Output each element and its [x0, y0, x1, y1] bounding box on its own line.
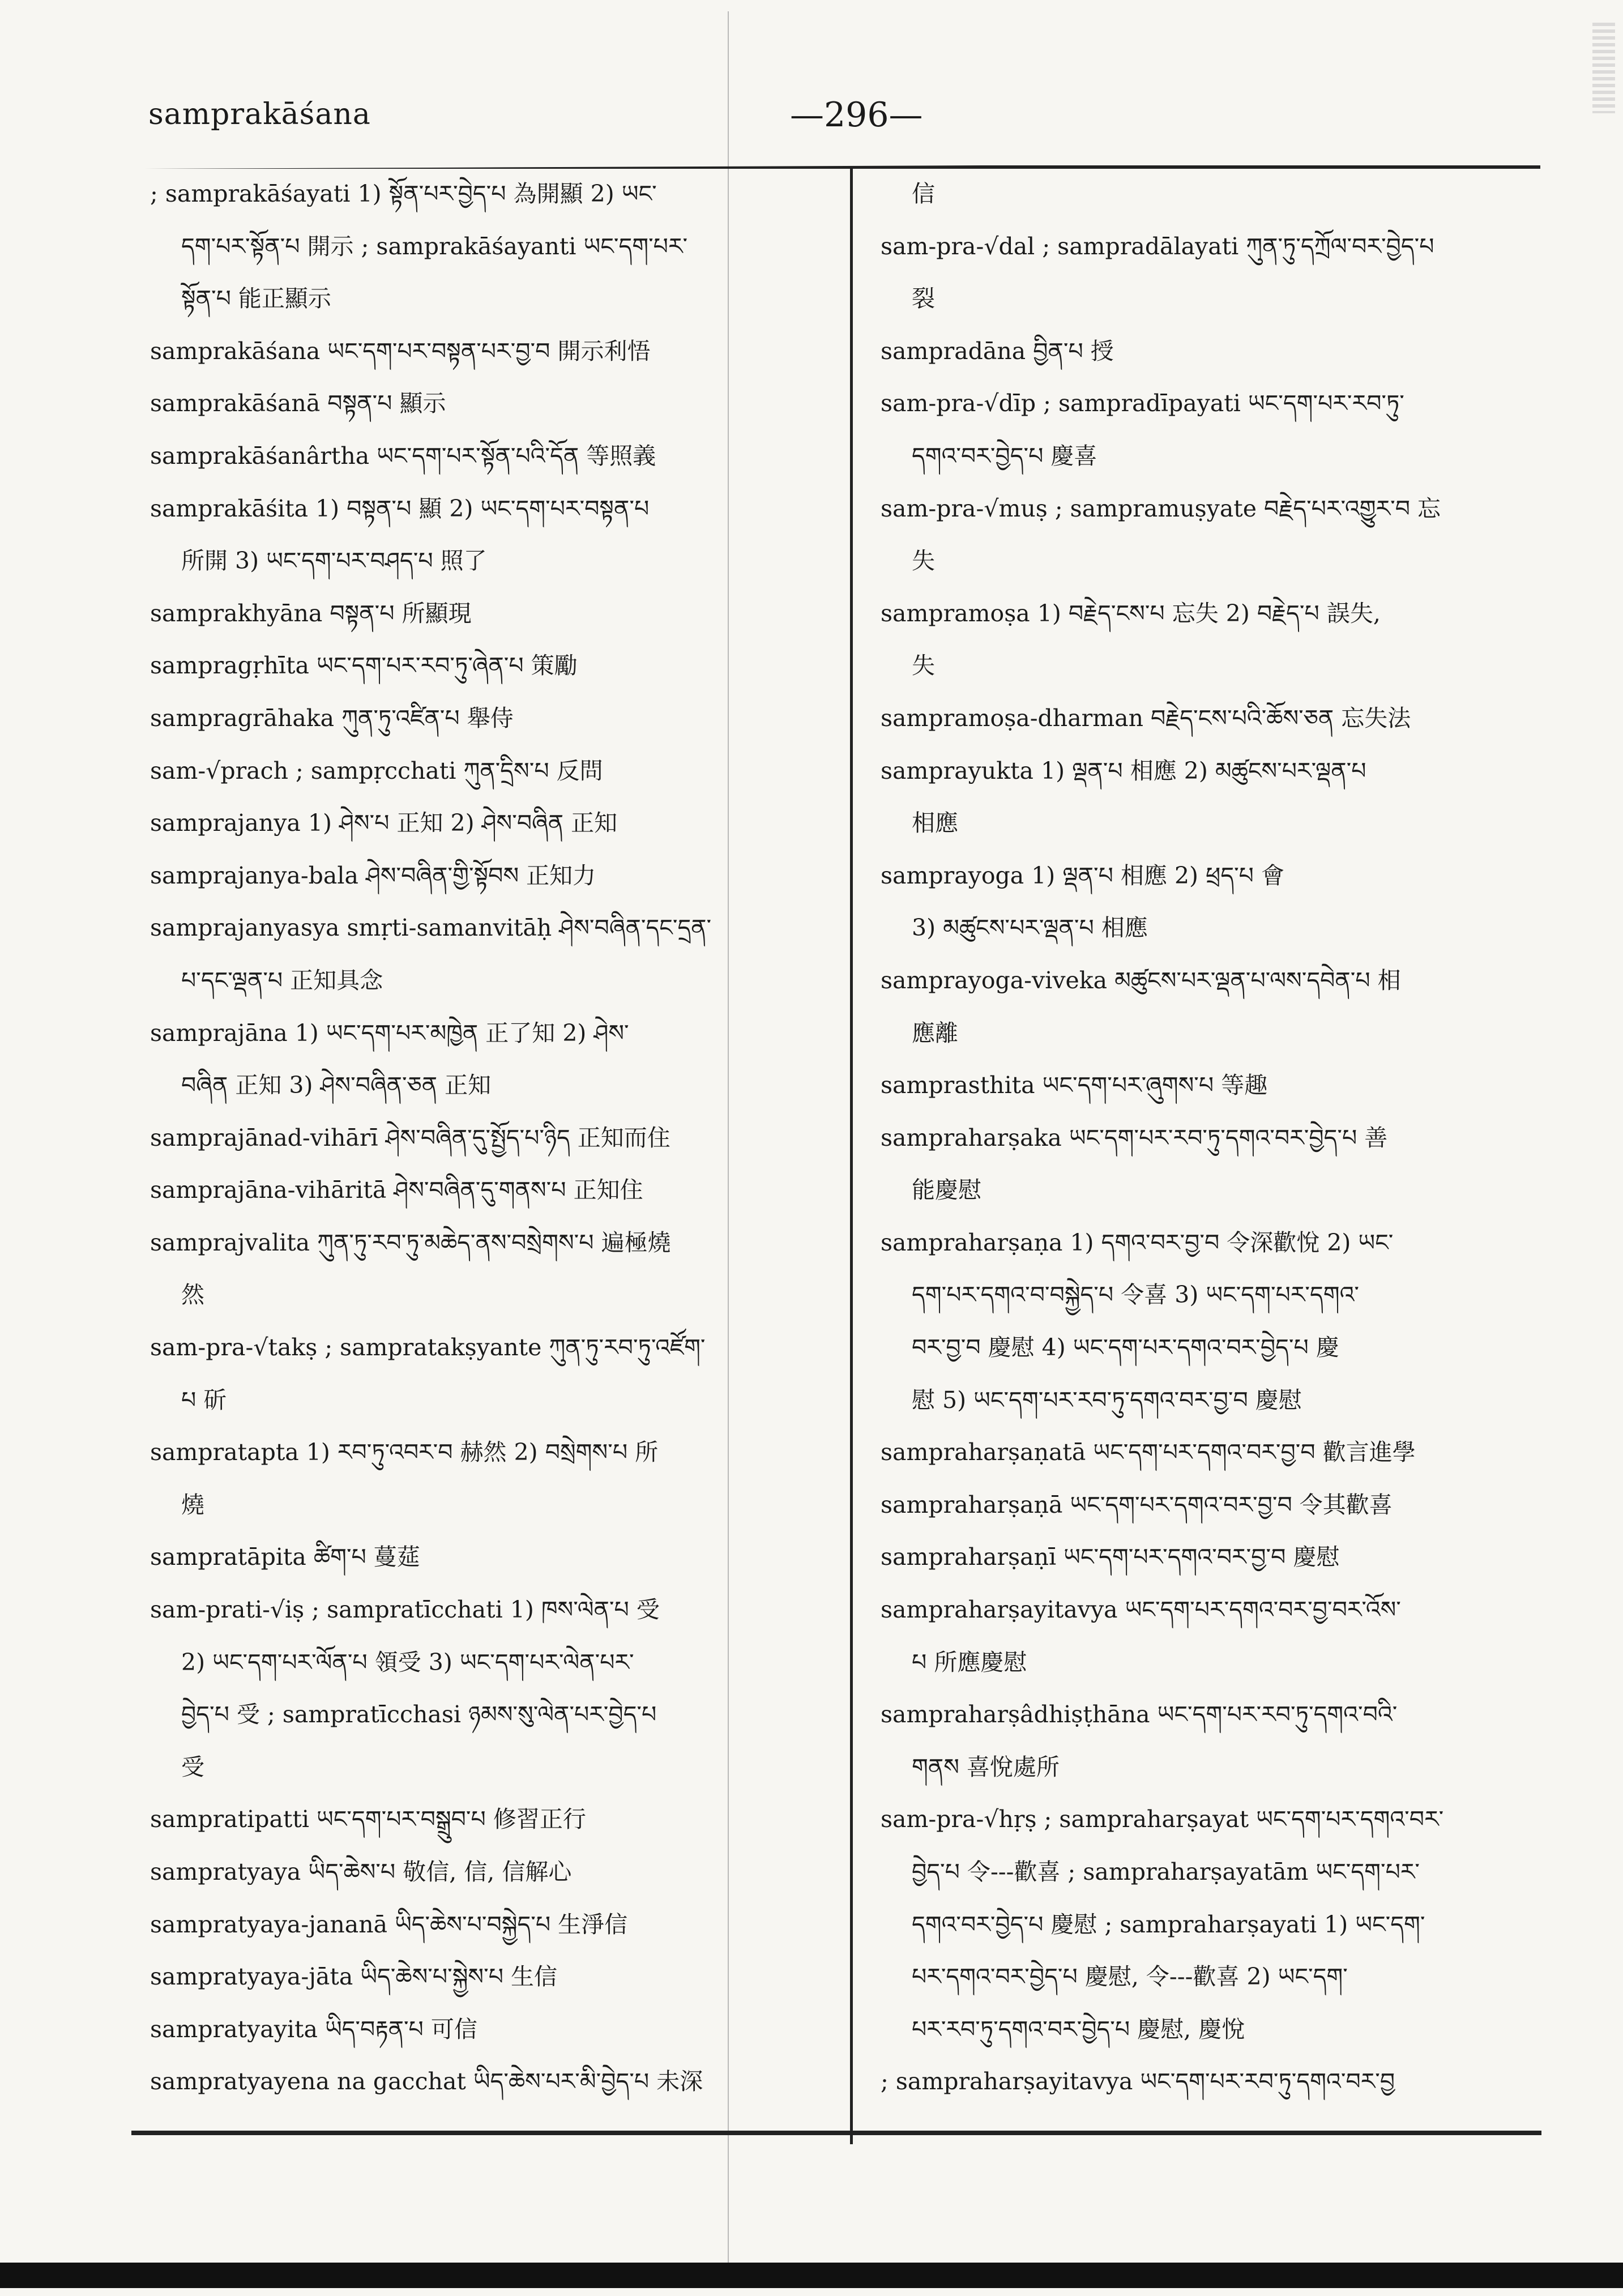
entry-line: 2) ཡང་དག་པར་ལོན་པ 領受 3) ཡང་དག་པར་ལེན་པར་	[181, 1648, 634, 1676]
entry-line: samprasthita ཡང་དག་པར་ཞུགས་པ 等趣	[881, 1072, 1268, 1099]
right-column	[881, 168, 1543, 2108]
entry-line: དག་པར་སྟོན་པ 開示 ; samprakāśayanti ཡང་དག་པར་	[181, 232, 688, 260]
scan-bottom-band	[0, 2263, 1623, 2288]
entry-line: sampragṛhīta ཡང་དག་པར་རབ་ཏུ་ཞེན་པ 策勵	[150, 652, 578, 680]
entry-line: པ 斫	[181, 1386, 227, 1414]
entry-line: sampratyayita ཡིད་བརྟན་པ 可信	[150, 2015, 477, 2043]
entry-line: 所開 3) ཡང་དག་པར་བཤད་པ 照了	[181, 547, 487, 575]
entry-line: samprakāśana ཡང་དག་པར་བསྟན་པར་བྱ་བ 開示利悟	[150, 337, 651, 365]
entry-line: ; sampraharṣayitavya ཡང་དག་པར་རབ་ཏུ་དགའ་བར་བྱ	[881, 2068, 1395, 2096]
entry-line: samprakāśita 1) བསྟན་པ 顯 2) ཡང་དག་པར་བསྟན་པ	[150, 494, 650, 522]
entry-line: sampratipatti ཡང་དག་པར་བསྒྲུབ་པ 修習正行	[150, 1806, 586, 1833]
entry-line: sampraharṣâdhiṣṭhāna ཡང་དག་པར་རབ་ཏུ་དགའ་བའི་	[881, 1701, 1398, 1729]
page-number: —296—	[790, 95, 923, 135]
entry-line: བཞིན 正知 3) ཤེས་བཞིན་ཅན 正知	[181, 1072, 492, 1099]
entry-line: sampratyaya-jāta ཡིད་ཆེས་པ་སྐྱེས་པ 生信	[150, 1963, 558, 1991]
entry-line: 受	[181, 1753, 204, 1781]
entry-line: samprakāśanā བསྟན་པ 顯示	[150, 390, 446, 417]
entry-line: sampradāna བྱིན་པ 授	[881, 337, 1114, 365]
entry-line: sampraharṣaṇī ཡང་དག་པར་དགའ་བར་བྱ་བ 慶慰	[881, 1543, 1340, 1571]
entry-line: 然	[181, 1281, 204, 1309]
entry-line: sam-pra-√dīp ; sampradīpayati ཡང་དག་པར་རབ་ཏུ་	[881, 390, 1404, 417]
entry-line: 能慶慰	[912, 1176, 981, 1204]
entry-line: sam-pra-√dal ; sampradālayati ཀུན་ཏུ་དཀྲོལ་བར་བྱེད་པ	[881, 232, 1434, 260]
entry-line: sampraharṣaṇā ཡང་དག་པར་དགའ་བར་བྱ་བ 令其歡喜	[881, 1491, 1393, 1518]
entry-line: sampraharṣayitavya ཡང་དག་པར་དགའ་བར་བྱ་བར་འོས་	[881, 1596, 1401, 1624]
entry-line: 失	[912, 652, 935, 680]
entry-line: sampraharṣaṇa 1) དགའ་བར་བྱ་བ 令深歡悅 2) ཡང་	[881, 1228, 1394, 1256]
entry-line: samprajvalita ཀུན་ཏུ་རབ་ཏུ་མཆེད་ནས་བསྲེགས་པ 遍極燒	[150, 1228, 671, 1256]
entry-line: པ 所應慶慰	[912, 1648, 1027, 1676]
entry-line: དགའ་བར་བྱེད་པ 慶慰 ; sampraharṣayati 1) ཡང་དག་	[912, 1910, 1425, 1938]
entry-line: 應離	[912, 1019, 958, 1047]
entry-line: sampraharṣaṇatā ཡང་དག་པར་དགའ་བར་བྱ་བ 歡言進學	[881, 1439, 1416, 1466]
entry-line: sam-pra-√hṛṣ ; sampraharṣayat ཡང་དག་པར་དགའ་བར་	[881, 1806, 1444, 1833]
entry-line: sampratapta 1) རབ་ཏུ་འབར་བ 赫然 2) བསྲེགས་པ 所	[150, 1439, 659, 1466]
scan-edge-noise	[1592, 23, 1615, 113]
entry-line: samprayoga-viveka མཚུངས་པར་ལྡན་པ་ལས་དབེན་པ 相	[881, 966, 1401, 994]
entry-line: sampratyayena na gacchat ཡིད་ཆེས་པར་མི་བྱེད་པ 未深	[150, 2068, 703, 2096]
entry-line: sam-√prach ; sampṛcchati ཀུན་དྲིས་པ 反問	[150, 757, 603, 784]
entry-line: samprajanya 1) ཤེས་པ 正知 2) ཤེས་བཞིན 正知	[150, 809, 618, 837]
entry-line: sam-prati-√iṣ ; sampratīcchati 1) ཁས་ལེན་པ 受	[150, 1596, 660, 1624]
entry-line: 燒	[181, 1491, 204, 1518]
entry-line: sampratyaya ཡིད་ཆེས་པ 敬信, 信, 信解心	[150, 1858, 572, 1885]
entry-line: བྱེད་པ 令---歡喜 ; sampraharṣayatām ཡང་དག་པར་	[912, 1858, 1420, 1885]
entry-line: 相應	[912, 809, 958, 837]
entry-line: samprakāśanârtha ཡང་དག་པར་སྟོན་པའི་དོན 等照義	[150, 442, 656, 470]
entry-line: དགའ་བར་བྱེད་པ 慶喜	[912, 442, 1097, 470]
column-divider	[850, 168, 853, 2144]
running-headword: samprakāśana	[148, 97, 371, 131]
entry-line: samprajānad-vihārī ཤེས་བཞིན་དུ་སྤྱོད་པ་ཉིད 正知而住	[150, 1124, 670, 1151]
entry-line: samprajāna-vihāritā ཤེས་བཞིན་དུ་གནས་པ 正知住	[150, 1176, 643, 1204]
entry-line: samprajanyasya smṛti-samanvitāḥ ཤེས་བཞིན་དང་དྲན་	[150, 914, 712, 942]
entry-line: samprayukta 1) ལྡན་པ 相應 2) མཚུངས་པར་ལྡན་པ	[881, 757, 1366, 784]
entry-line: གནས 喜悅處所	[912, 1753, 1060, 1781]
entry-line: ; samprakāśayati 1) སྟོན་པར་བྱེད་པ 為開顯 2) ཡང་	[150, 180, 657, 207]
footer-rule	[131, 2131, 1541, 2135]
entry-line: sampraharṣaka ཡང་དག་པར་རབ་ཏུ་དགའ་བར་བྱེད་པ 善	[881, 1124, 1388, 1151]
entry-line: པར་རབ་ཏུ་དགའ་བར་བྱེད་པ 慶慰, 慶悅	[912, 2015, 1245, 2043]
entry-line: sam-pra-√takṣ ; sampratakṣyante ཀུན་ཏུ་རབ་ཏུ་འཛོག་	[150, 1334, 706, 1362]
entry-line: sampragrāhaka ཀུན་ཏུ་འཛིན་པ 舉侍	[150, 704, 514, 732]
entry-line: སྟོན་པ 能正顯示	[181, 285, 331, 313]
entry-line: པ་དང་ལྡན་པ 正知具念	[181, 966, 383, 994]
entry-line: 慰 5) ཡང་དག་པར་རབ་ཏུ་དགའ་བར་བྱ་བ 慶慰	[912, 1386, 1302, 1414]
entry-line: samprajāna 1) ཡང་དག་པར་མཁྱེན 正了知 2) ཤེས་	[150, 1019, 629, 1047]
entry-line: samprayoga 1) ལྡན་པ 相應 2) ཕྲད་པ 會	[881, 861, 1284, 889]
entry-line: samprajanya-bala ཤེས་བཞིན་གྱི་སྟོབས 正知力	[150, 861, 596, 889]
entry-line: བྱེད་པ 受 ; sampratīcchasi ཉམས་སུ་ལེན་པར་བྱེད་པ	[181, 1701, 657, 1729]
entry-line: sampramoṣa 1) བརྗེད་ངས་པ 忘失 2) བརྗེད་པ 誤失,	[881, 599, 1381, 627]
entry-line: sampramoṣa-dharman བརྗེད་ངས་པའི་ཆོས་ཅན 忘失法	[881, 704, 1411, 732]
entry-line: sampratāpita ཚིག་པ 蔓莚	[150, 1543, 420, 1571]
entry-line: དག་པར་དགའ་བ་བསྐྱེད་པ 令喜 3) ཡང་དག་པར་དགའ་	[912, 1281, 1360, 1309]
entry-line: 失	[912, 547, 935, 575]
left-column	[150, 168, 830, 2108]
entry-line: sam-pra-√muṣ ; sampramuṣyate བརྗེད་པར་འགྱུར་བ 忘	[881, 494, 1441, 522]
entry-line: བར་བྱ་བ 慶慰 4) ཡང་དག་པར་དགའ་བར་བྱེད་པ 慶	[912, 1334, 1339, 1362]
entry-line: པར་དགའ་བར་བྱེད་པ 慶慰, 令---歡喜 2) ཡང་དག་	[912, 1963, 1348, 1991]
entry-line: sampratyaya-jananā ཡིད་ཆེས་པ་བསྐྱེད་པ 生淨信	[150, 1910, 628, 1938]
entry-line: 信	[912, 180, 935, 207]
entry-line: samprakhyāna བསྟན་པ 所顯現	[150, 599, 472, 627]
entry-line: 裂	[912, 285, 935, 313]
entry-line: 3) མཚུངས་པར་ལྡན་པ 相應	[912, 914, 1148, 942]
